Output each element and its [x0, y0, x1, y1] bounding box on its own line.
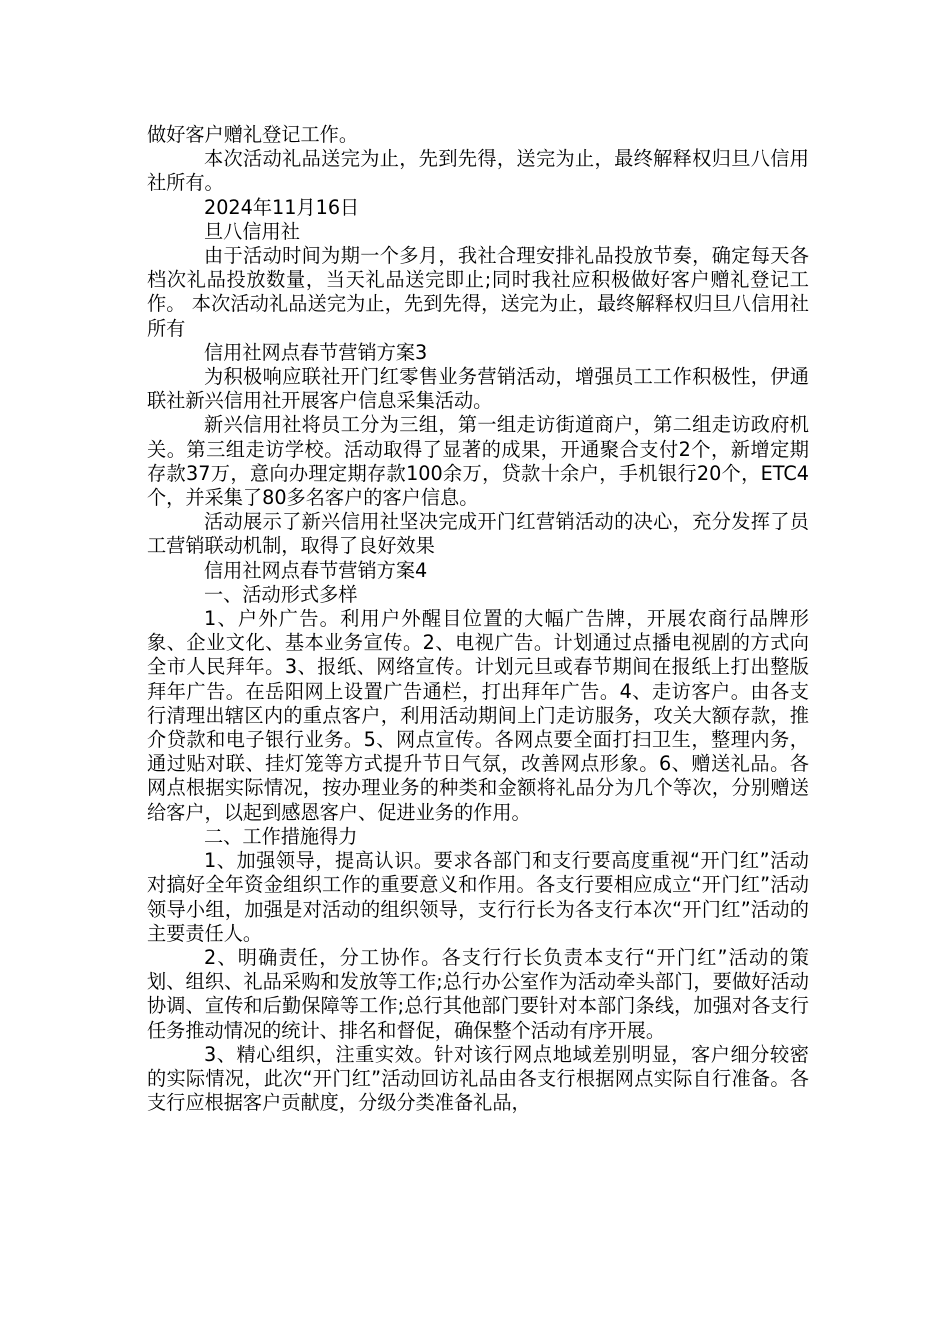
paragraph: 1、户外广告。利用户外醒目位置的大幅广告牌，开展农商行品牌形象、企业文化、基本业务宣传。2、电视广告。计划通过点播电视剧的方式向全市人民拜年。3、报纸、网络宣传。计划元旦或春节期间在报纸上打出整版拜年广告。在岳阳网上设置广告通栏，打出拜年广告。4、走访客户。由各支行清理出辖区内的重点客户，利用活动期间上门走访服务，攻关大额存款，推介贷款和电子银行业务。5、网点宣传。各网点要全面打扫卫生，整理内务，通过贴对联、挂灯笼等方式提升节日气氛，改善网点形象。6、赠送礼品。各网点根据实际情况，按办理业务的种类和金额将礼品分为几个等次，分别赠送给客户，以起到感恩客户、促进业务的作用。 [147, 607, 809, 824]
paragraph: 1、加强领导，提高认识。要求各部门和支行要高度重视“开门红”活动对搞好全年资金组织工作的重要意义和作用。各支行要相应成立“开门红”活动领导小组，加强是对活动的组织领导，支行行长为各支行本次“开门红”活动的主要责任人。 [147, 849, 809, 945]
paragraph: 旦八信用社 [204, 219, 300, 243]
paragraph: 为积极响应联社开门红零售业务营销活动，增强员工工作积极性，伊通联社新兴信用社开展客户信息采集活动。 [147, 365, 809, 413]
paragraph: 信用社网点春节营销方案4 [204, 558, 428, 582]
paragraph: 2024年11月16日 [204, 195, 360, 219]
paragraph: 3、精心组织，注重实效。针对该行网点地域差别明显，客户细分较密的实际情况，此次“开门红”活动回访礼品由各支行根据网点实际自行准备。各支行应根据客户贡献度，分级分类准备礼品， [147, 1042, 809, 1115]
paragraph: 本次活动礼品送完为止，先到先得，送完为止，最终解释权归旦八信用社所有。 [147, 147, 809, 195]
paragraph: 信用社网点春节营销方案3 [204, 340, 428, 364]
paragraph: 新兴信用社将员工分为三组，第一组走访街道商户，第二组走访政府机关。第三组走访学校。活动取得了显著的成果，开通聚合支付2个，新增定期存款37万，意向办理定期存款100余万，贷款十余户，手机银行20个，ETC4个，并采集了80多名客户的客户信息。 [147, 413, 809, 510]
paragraph: 活动展示了新兴信用社坚决完成开门红营销活动的决心，充分发挥了员工营销联动机制，取得了良好效果 [147, 510, 809, 558]
paragraph: 由于活动时间为期一个多月，我社合理安排礼品投放节奏，确定每天各档次礼品投放数量，当天礼品送完即止;同时我社应积极做好客户赠礼登记工作。 本次活动礼品送完为止，先到先得，送完为止，最终解释权归旦八信用社所有 [147, 244, 809, 340]
document-body [147, 123, 809, 1115]
paragraph: 二、工作措施得力 [204, 824, 358, 848]
paragraph: 一、活动形式多样 [204, 582, 358, 606]
paragraph: 2、明确责任，分工协作。各支行行长负责本支行“开门红”活动的策划、组织、礼品采购和发放等工作;总行办公室作为活动牵头部门，要做好活动协调、宣传和后勤保障等工作;总行其他部门要针对本部门条线，加强对各支行任务推动情况的统计、排名和督促，确保整个活动有序开展。 [147, 945, 809, 1042]
paragraph: 做好客户赠礼登记工作。 [147, 123, 359, 146]
